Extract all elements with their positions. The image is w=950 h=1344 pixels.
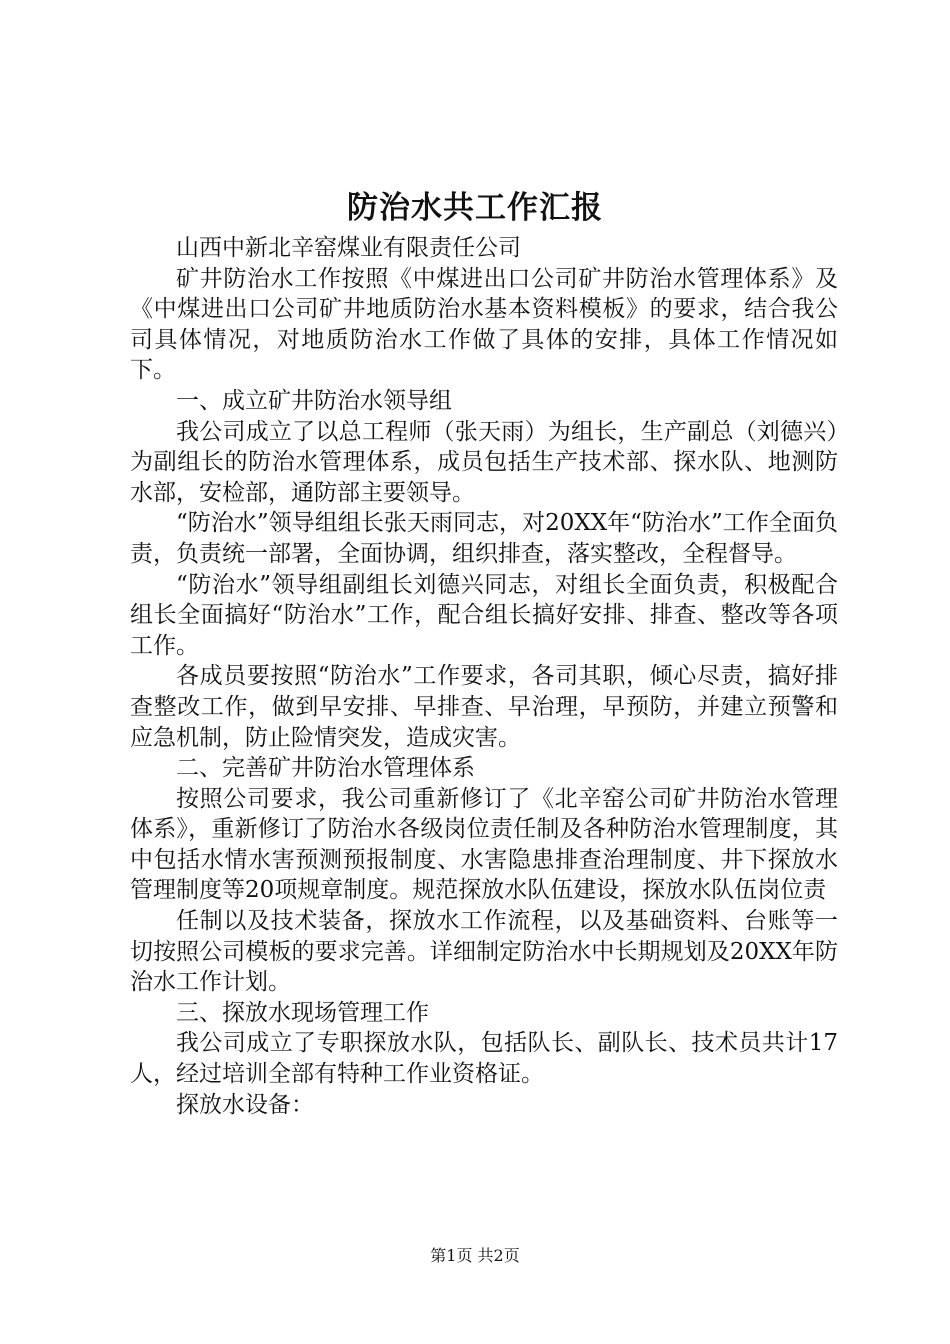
- section-heading-3: 三、探放水现场管理工作: [176, 999, 429, 1026]
- paragraph: “防治水”领导组组长张天雨同志，对20XX年“防治水”工作全面负责，负责统一部署，全面协调，组织排查，落实整改，全程督导。: [130, 510, 838, 567]
- company-name: 山西中新北辛窑煤业有限责任公司: [176, 235, 521, 261]
- paragraph: 按照公司要求，我公司重新修订了《北辛窑公司矿井防治水管理体系》，重新修订了防治水各级岗位责任制及各种防治水管理制度，其中包括水情水害预测预报制度、水害隐患排查治理制度、井下探放水管理制度等20项规章制度。规范探放水队伍建设，探放水队伍岗位责: [130, 785, 838, 904]
- document-title: 防治水共工作汇报: [347, 190, 603, 226]
- paragraph: 我公司成立了以总工程师（张天雨）为组长，生产副总（刘德兴）为副组长的防治水管理体系，成员包括生产技术部、探水队、地测防水部，安检部，通防部主要领导。: [130, 418, 838, 506]
- page-number-footer: 第1页 共2页: [430, 1246, 520, 1265]
- section-heading-2: 二、完善矿井防治水管理体系: [176, 755, 475, 782]
- paragraph: 我公司成立了专职探放水队，包括队长、副队长、技术员共计17人，经过培训全部有特种工作业资格证。: [130, 1030, 838, 1088]
- paragraph: 各成员要按照“防治水”工作要求，各司其职，倾心尽责，搞好排查整改工作，做到早安排、早排查、早治理，早预防，并建立预警和应急机制，防止险情突发，造成灾害。: [130, 663, 838, 751]
- section-heading-1: 一、成立矿井防治水领导组: [176, 387, 452, 414]
- paragraph-intro: 矿井防治水工作按照《中煤进出口公司矿井防治水管理体系》及《中煤进出口公司矿井地质防治水基本资料模板》的要求，结合我公司具体情况，对地质防治水工作做了具体的安排，具体工作情况如下。: [130, 265, 838, 384]
- paragraph: “防治水”领导组副组长刘德兴同志，对组长全面负责，积极配合组长全面搞好“防治水”工作，配合组长搞好安排、排查、整改等各项工作。: [130, 571, 838, 659]
- paragraph: 探放水设备：: [176, 1091, 314, 1118]
- document-body: [130, 233, 838, 1120]
- paragraph: 任制以及技术装备，探放水工作流程，以及基础资料、台账等一切按照公司模板的要求完善。详细制定防治水中长期规划及20XX年防治水工作计划。: [130, 908, 838, 996]
